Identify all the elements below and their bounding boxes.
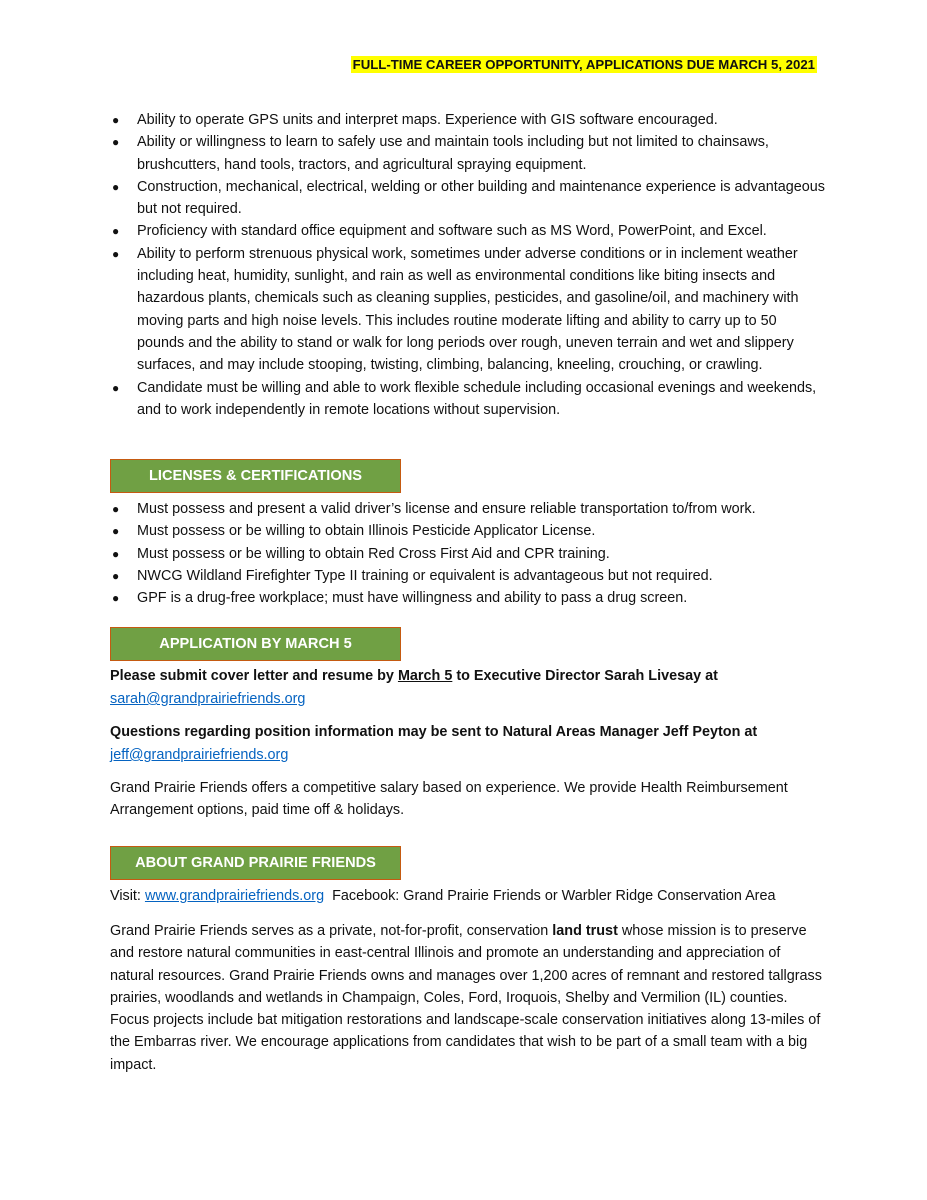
list-item: ● Ability to operate GPS units and interpret maps. Experience with GIS software encouraged. [110, 109, 826, 131]
visit-line: Visit: www.grandprairiefriends.org Facebook: Grand Prairie Friends or Warbler Ridge Conservation Area [110, 888, 776, 904]
bullet-icon: ● [112, 546, 120, 561]
bullet-icon: ● [112, 568, 120, 583]
land-trust-emphasis: land trust [552, 923, 618, 939]
requirements-list [110, 109, 826, 421]
list-item: ● Must possess or be willing to obtain Illinois Pesticide Applicator License. [110, 520, 826, 542]
salary-paragraph: Grand Prairie Friends offers a competitive salary based on experience. We provide Health Reimbursement Arrangement options, paid time off & holidays. [110, 780, 788, 819]
list-item: ● Ability to perform strenuous physical work, sometimes under adverse conditions or in inclement weather including heat, humidity, sunlight, and rain as well as environmental conditions like biting insects and hazardous plants, chemicals such as cleaning supplies, pesticides, and gasoline/oil, and machinery with moving parts and high noise levels. This includes routine moderate lifting and ability to carry up to 50 pounds and the ability to stand or walk for long periods over rough, uneven terrain and wet and slippery surfaces, and may include stooping, twisting, climbing, balancing, kneeling, crouching, or crawling. [110, 243, 826, 377]
sarah-email-link[interactable]: sarah@grandprairiefriends.org [110, 691, 306, 707]
list-item: ● Proficiency with standard office equipment and software such as MS Word, PowerPoint, and Excel. [110, 220, 826, 242]
questions-instructions: Questions regarding position information may be sent to Natural Areas Manager Jeff Peyton at [110, 724, 758, 740]
website-link[interactable]: www.grandprairiefriends.org [144, 888, 325, 904]
list-item: ● Candidate must be willing and able to work flexible schedule including occasional evenings and weekends, and to work independently in remote locations without supervision. [110, 377, 826, 422]
list-item: ● NWCG Wildland Firefighter Type II training or equivalent is advantageous but not required. [110, 565, 826, 587]
licenses-heading: LICENSES & CERTIFICATIONS [110, 459, 401, 493]
bullet-icon: ● [112, 113, 120, 127]
bullet-icon: ● [112, 591, 120, 606]
header-banner-text: FULL-TIME CAREER OPPORTUNITY, APPLICATIONS DUE MARCH 5, 2021 [352, 57, 815, 72]
submit-email-line [110, 688, 826, 710]
header-banner [351, 56, 817, 74]
list-item: ● Construction, mechanical, electrical, welding or other building and maintenance experience is advantageous but not required. [110, 176, 826, 221]
bullet-icon: ● [112, 224, 120, 239]
bullet-icon: ● [112, 502, 120, 516]
bullet-icon: ● [112, 524, 120, 539]
bullet-icon: ● [112, 380, 120, 395]
bullet-icon: ● [112, 135, 120, 150]
jeff-email-link[interactable]: jeff@grandprairiefriends.org [110, 747, 289, 763]
list-item: ● Must possess and present a valid driver’s license and ensure reliable transportation to/from work. [110, 498, 826, 520]
list-item: ● Ability or willingness to learn to safely use and maintain tools including but not limited to chainsaws, brushcutters, hand tools, tractors, and agricultural spraying equipment. [110, 131, 826, 176]
about-heading: ABOUT GRAND PRAIRIE FRIENDS [110, 846, 401, 880]
deadline-date: March 5 [397, 668, 453, 684]
submit-instructions: Please submit cover letter and resume by March 5 to Executive Director Sarah Livesay at [110, 668, 718, 684]
facebook-text: Facebook: Grand Prairie Friends or Warbler Ridge Conservation Area [324, 888, 776, 904]
bullet-icon: ● [112, 179, 120, 194]
licenses-list [110, 498, 826, 609]
application-heading: APPLICATION BY MARCH 5 [110, 627, 401, 661]
bullet-icon: ● [112, 246, 120, 261]
list-item: ● Must possess or be willing to obtain Red Cross First Aid and CPR training. [110, 543, 826, 565]
list-item: ● GPF is a drug-free workplace; must have willingness and ability to pass a drug screen. [110, 587, 826, 609]
questions-email-line [110, 744, 826, 766]
mission-paragraph: Grand Prairie Friends serves as a private, not-for-profit, conservation land trust whose mission is to preserve and restore natural communities in east-central Illinois and promote an understanding and appreciation of natural resources. Grand Prairie Friends owns and manages over 1,200 acres of remnant and restored tallgrass prairies, woodlands and wetlands in Champaign, Coles, Ford, Iroquois, Shelby and Vermilion (IL) counties. Focus projects include bat mitigation restorations and landscape-scale conservation initiatives along 13-miles of the Embarras river. We encourage applications from candidates that wish to be part of a small team with a big impact. [110, 923, 822, 1073]
